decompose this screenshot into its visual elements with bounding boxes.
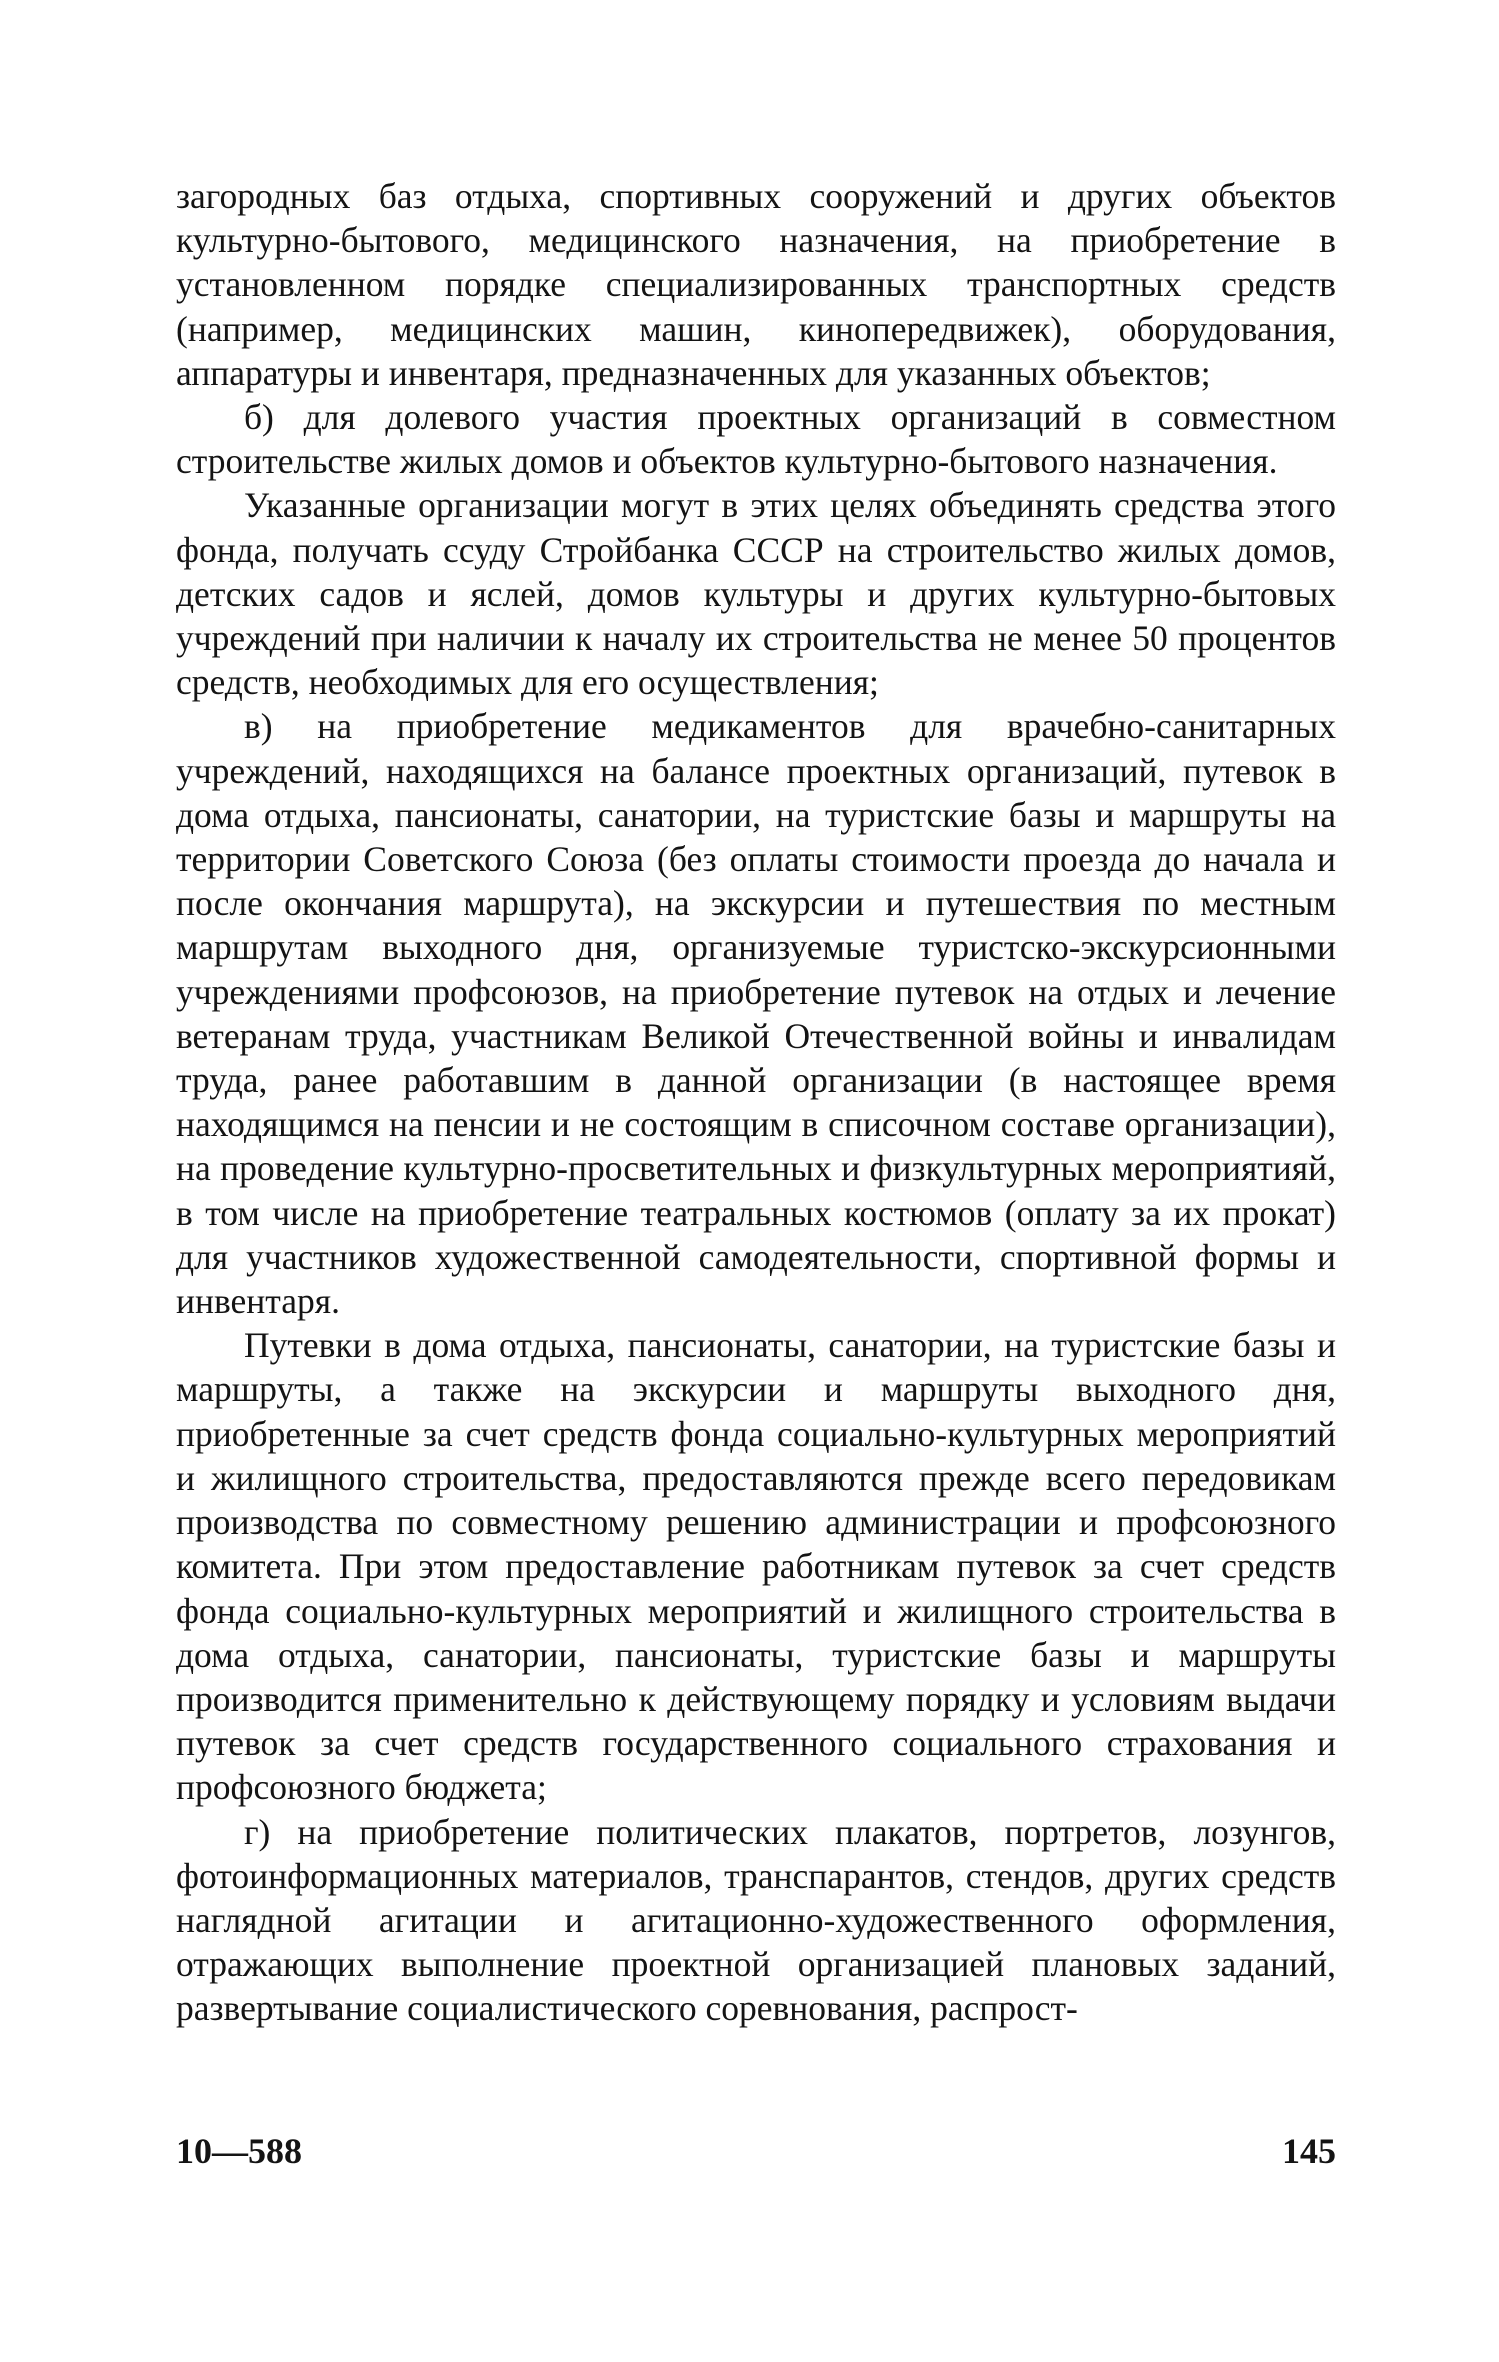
printer-signature: 10—588 — [176, 2131, 302, 2171]
paragraph-vouchers: Путевки в дома отдыха, пансионаты, санатории, на туристские базы и маршруты, а также на экскурсии и маршруты выходного дня, приобретенные за счет средств фонда социально-культурных мероприятий и жилищного строительства, предоставляются прежде всего передовикам производства по совместному решению администрации и профсоюзного комитета. При этом предоставление работникам путевок за счет средств фонда социально-культурных мероприятий и жилищного строительства в дома отдыха, санатории, пансионаты, туристские базы и маршруты производится применительно к действующему порядку и условиям выдачи путевок за счет средств государственного социального страхования и профсоюзного бюджета; — [176, 1325, 1336, 1808]
paragraph-organizations: Указанные организации могут в этих целях объединять средства этого фонда, получать ссуду Стройбанка СССР на строительство жилых домов, детских садов и яслей, домов культуры и других культурно-бытовых учреждений при наличии к началу их строительства не менее 50 процентов средств, необходимых для его осуществления; — [176, 485, 1336, 703]
paragraph-item-b: б) для долевого участия проектных организаций в совместном строительстве жилых домов и объектов культурно-бытового назначения. — [176, 397, 1336, 482]
page-number: 145 — [1282, 2131, 1336, 2171]
paragraph-item-g: г) на приобретение политических плакатов, портретов, лозунгов, фотоинформационных материалов, транспарантов, стендов, других средств наглядной агитации и агитационно-художественного оформления, отражающих выполнение проектной организацией плановых заданий, развертывание социалистического соревнования, распрост- — [176, 1811, 1336, 2029]
paragraph-continuation: загородных баз отдыха, спортивных сооружений и других объектов культурно-бытового, медицинского назначения, на приобретение в установленном порядке специализированных транспортных средств (например, медицинских машин, кинопередвижек), оборудования, аппаратуры и инвентаря, предназначенных для указанных объектов; — [176, 176, 1336, 393]
paragraph-item-v: в) на приобретение медикаментов для врачебно-санитарных учреждений, находящихся на балансе проектных организаций, путевок в дома отдыха, пансионаты, санатории, на туристские базы и маршруты на территории Советского Союза (без оплаты стоимости проезда до начала и после окончания маршрута), на экскурсии и путешествия по местным маршрутам выходного дня, организуемые туристско-экскурсионными учреждениями профсоюзов, на приобретение путевок на отдых и лечение ветеранам труда, участникам Великой Отечественной войны и инвалидам труда, ранее работавшим в данной организации (в настоящее время находящимся на пенсии и не состоящим в списочном составе организации), на проведение культурно-просветительных и физкультурных мероприятияй, в том числе на приобретение театральных костюмов (оплату за их прокат) для участников художественной самодеятельности, спортивной формы и инвентаря. — [176, 706, 1336, 1322]
page-body — [176, 174, 1336, 2031]
